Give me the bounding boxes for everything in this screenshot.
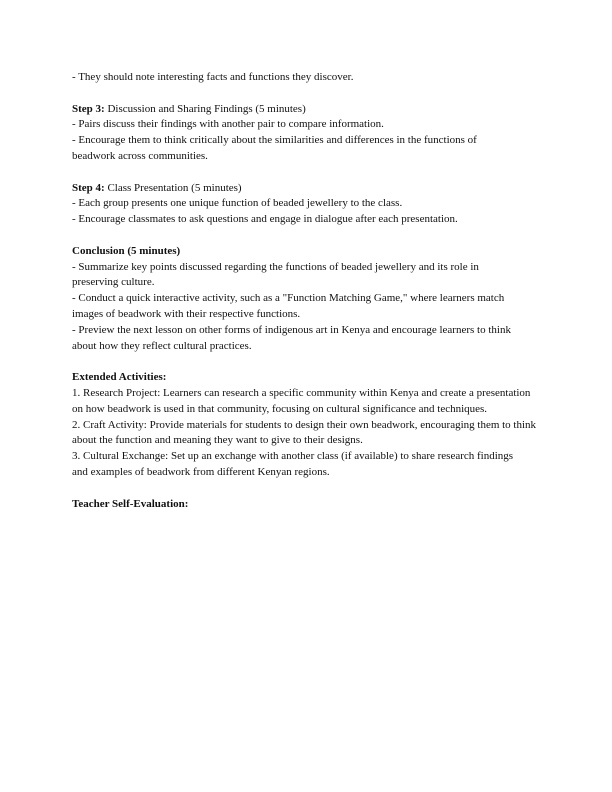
conclusion-item: - Conduct a quick interactive activity, such as a "Function Matching Game," where learners match images of beadwork with their respective functions. [72,292,505,320]
extended-item: 1. Research Project: Learners can research a specific community within Kenya and create a presentation on how beadwork is used in that community, focusing on cultural significance and techniques. [72,386,531,415]
conclusion-heading [72,244,552,260]
extended-heading-text: Extended Activities: [72,371,167,384]
step3-title: Discussion and Sharing Findings (5 minutes) [104,102,306,115]
step4-heading [72,181,552,197]
step3-heading [72,102,552,118]
evaluation-heading [72,497,552,513]
conclusion-item: - Preview the next lesson on other forms of indigenous art in Kenya and encourage learners to think about how they reflect cultural practices. [72,323,511,352]
extended-item: 2. Craft Activity: Provide materials for students to design their own beadwork, encouraging them to think about the function and meaning they want to give to their designs. [72,418,537,447]
step3-item: - Encourage them to think critically about the similarities and differences in the functions of beadwork across communities. [72,134,477,162]
conclusion-item: - Summarize key points discussed regarding the functions of beaded jewellery and its role in preserving culture. [72,260,479,289]
step4-title: Class Presentation (5 minutes) [104,181,242,194]
conclusion-heading-text: Conclusion (5 minutes) [72,244,181,257]
step4-item: - Each group presents one unique function of beaded jewellery to the class. [72,197,403,210]
evaluation-heading-text: Teacher Self-Evaluation: [72,497,189,510]
document-page [72,70,552,512]
spacer [72,354,552,370]
extended-heading [72,370,552,386]
step3-label: Step 3: [72,102,105,115]
step4-label: Step 4: [72,181,105,194]
spacer [72,481,552,497]
intro-note: - They should note interesting facts and functions they discover. [72,71,354,83]
step3-item: - Pairs discuss their findings with another pair to compare information. [72,118,384,131]
step4-item: - Encourage classmates to ask questions and engage in dialogue after each presentation. [72,213,458,226]
spacer [72,165,552,181]
spacer [72,86,552,102]
extended-item: 3. Cultural Exchange: Set up an exchange with another class (if available) to share research findings and examples of beadwork from different Kenyan regions. [72,450,514,478]
spacer [72,228,552,244]
